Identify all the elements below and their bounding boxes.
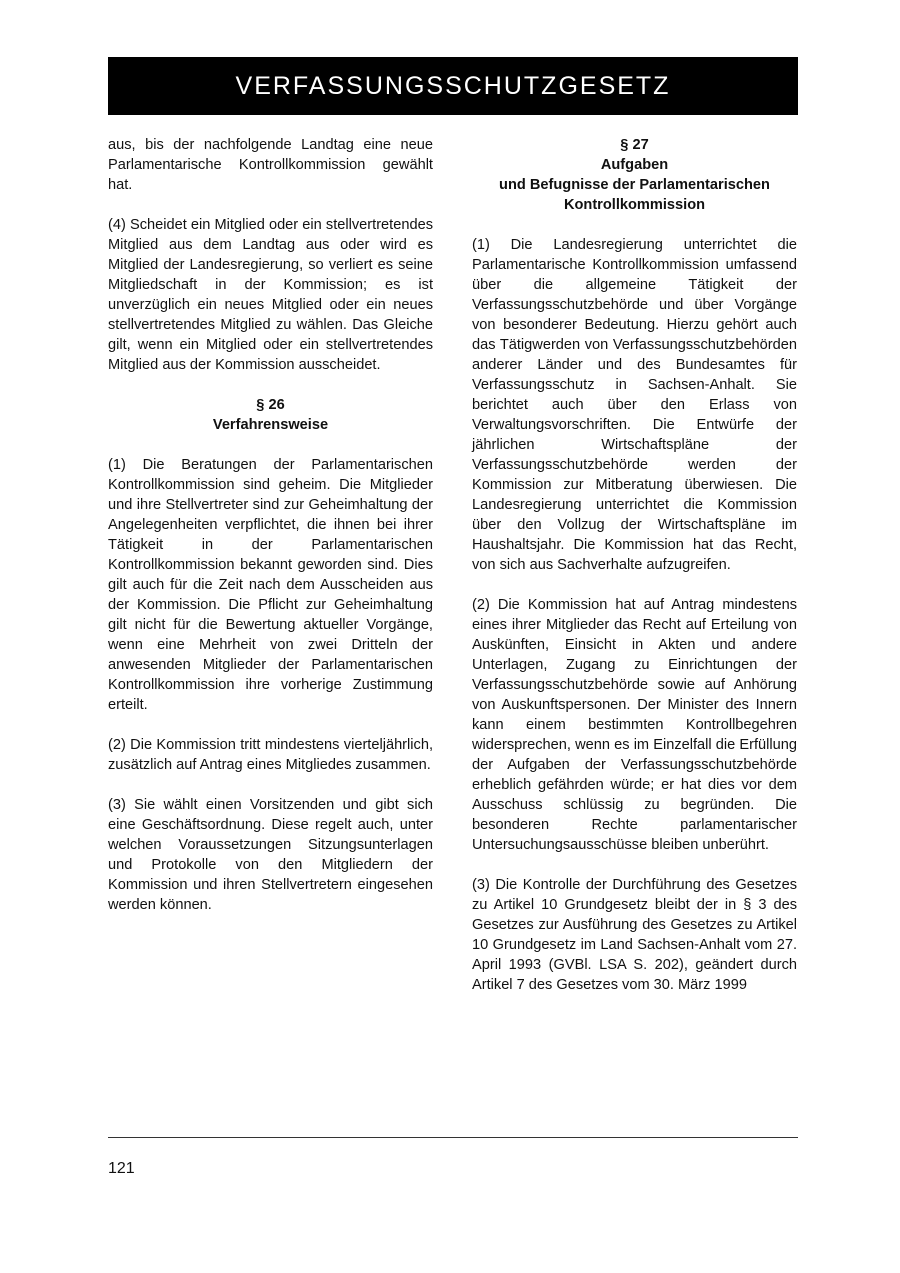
right-column xyxy=(472,135,797,1015)
paragraph-continuation: aus, bis der nachfolgende Landtag eine neue Parlamentarische Kontrollkommission gewählt hat. xyxy=(108,137,433,193)
section-27-title-line-3: Kontrollkommission xyxy=(563,197,706,213)
section-26-number: § 26 xyxy=(256,397,285,413)
section-27-heading xyxy=(472,135,797,215)
section-27-title-line-1: Aufgaben xyxy=(600,157,669,173)
section-26-paragraph-1: (1) Die Beratungen der Parlamentarischen Kontrollkommission sind geheim. Die Mitglieder und ihre Stellvertreter sind zur Geheimhaltung der Angelegenheiten verpflichtet, die ihnen bei ihrer Tätigkeit in der Parlamentarischen Kontrollkommission bekannt geworden sind. Dies gilt auch für die Zeit nach dem Ausscheiden aus der Kommission. Die Pflicht zur Geheimhaltung gilt nicht für die Bewertung aktueller Vorgänge, wenn eine Mehrheit von zwei Dritteln der anwesenden Mitglieder der Parlamentarischen Kontrollkommission ihre vorherige Zustimmung erteilt. xyxy=(108,457,433,713)
page-number: 121 xyxy=(108,1160,135,1177)
paragraph-4: (4) Scheidet ein Mitglied oder ein stellvertretendes Mitglied aus dem Landtag aus oder wird es Mitglied der Landesregierung, so verliert es seine Mitgliedschaft in der Kommission; es ist unverzüglich ein neues Mitglied oder ein neues stellvertretendes Mitglied zu wählen. Das Gleiche gilt, wenn ein Mitglied oder ein stellvertretendes Mitglied aus der Kommission ausscheidet. xyxy=(108,217,433,373)
section-26-title: Verfahrensweise xyxy=(212,417,329,433)
section-27-number: § 27 xyxy=(620,137,649,153)
footer-divider xyxy=(108,1137,798,1138)
section-27-paragraph-3: (3) Die Kontrolle der Durchführung des Gesetzes zu Artikel 10 Grundgesetz bleibt der in § 3 des Gesetzes zur Ausführung des Gesetzes zu Artikel 10 Grundgesetz im Land Sachsen-Anhalt vom 27. April 1993 (GVBl. LSA S. 202), geändert durch Artikel 7 des Gesetzes vom 30. März 1999 xyxy=(472,877,797,993)
left-column xyxy=(108,135,433,935)
section-27-paragraph-1: (1) Die Landesregierung unterrichtet die Parlamentarische Kontrollkommission umfassend über die allgemeine Tätigkeit der Verfassungsschutzbehörde und über Vorgänge von besonderer Bedeutung. Hierzu gehört auch das Tätigwerden von Verfassungsschutzbehörden anderer Länder und des Bundesamtes für Verfassungsschutz in Sachsen-Anhalt. Sie berichtet auch über den Erlass von Verwaltungsvorschriften. Die Entwürfe der jährlichen Wirtschaftspläne der Verfassungsschutzbehörde werden der Kommission zur Mitberatung überwiesen. Die Landesregierung unterrichtet die Kommission über den Vollzug der Wirtschaftspläne im Haushaltsjahr. Die Kommission hat das Recht, von sich aus Sachverhalte aufzugreifen. xyxy=(472,237,797,573)
header-bar xyxy=(108,57,798,115)
section-26-heading xyxy=(108,395,433,435)
section-27-paragraph-2: (2) Die Kommission hat auf Antrag mindestens eines ihrer Mitglieder das Recht auf Erteilung von Auskünften, Einsicht in Akten und andere Unterlagen, Zugang zu Einrichtungen der Verfassungsschutzbehörde sowie auf Anhörung von Auskunftspersonen. Der Minister des Innern kann einem bestimmten Kontrollbegehren widersprechen, wenn es im Einzelfall die Erfüllung der Aufgaben der Verfassungsschutzbehörde erheblich gefährden würde; er hat dies vor dem Ausschuss schlüssig zu begründen. Die besonderen Rechte parlamentarischer Untersuchungsausschüsse bleiben unberührt. xyxy=(472,597,797,853)
section-26-paragraph-2: (2) Die Kommission tritt mindestens vierteljährlich, zusätzlich auf Antrag eines Mitgliedes zusammen. xyxy=(108,737,433,773)
section-26-paragraph-3: (3) Sie wählt einen Vorsitzenden und gibt sich eine Geschäftsordnung. Diese regelt auch, unter welchen Voraussetzungen Sitzungsunterlagen und Protokolle von den Mitgliedern der Kommission und ihren Stellvertretern eingesehen werden können. xyxy=(108,797,433,913)
section-27-title-line-2: und Befugnisse der Parlamentarischen xyxy=(499,177,770,193)
page-header-title: VERFASSUNGSSCHUTZGESETZ xyxy=(235,71,671,100)
